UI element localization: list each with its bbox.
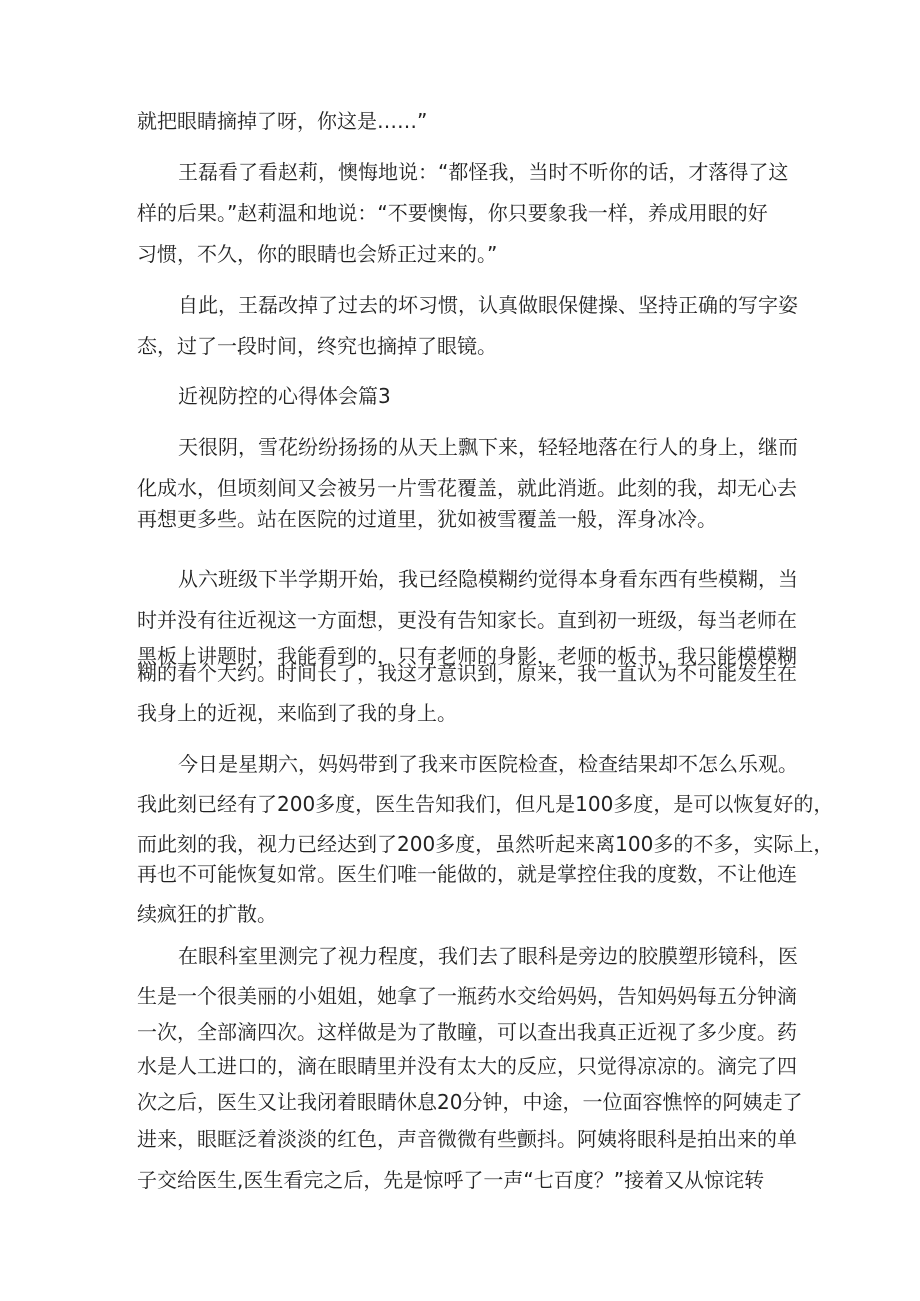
text-line: 续疯狂的扩散。: [137, 902, 277, 926]
text-line: 黑板上讲题时，我能看到的，只有老师的身影，老师的板书，我只能模模糊: [137, 644, 797, 668]
text-line: 次之后，医生又让我闭着眼睛休息20分钟，中途，一位面容憔悴的阿姨走了: [137, 1090, 803, 1114]
text-line: 今日是星期六，妈妈带到了我来市医院检查，检查结果却不怎么乐观。: [178, 752, 798, 776]
text-line: 生是一个很美丽的小姐姐，她拿了一瓶药水交给妈妈，告知妈妈每五分钟滴: [137, 984, 797, 1008]
section-heading: 近视防控的心得体会篇3: [178, 384, 391, 408]
text-line: 时并没有往近视这一方面想，更没有告知家长。直到初一班级，每当老师在: [137, 608, 797, 632]
text-line: 我此刻已经有了200多度，医生告知我们，但凡是100多度，是可以恢复好的，: [137, 792, 834, 816]
text-line: 我身上的近视，来临到了我的身上。: [137, 701, 457, 725]
text-line: 在眼科室里测完了视力程度，我们去了眼科是旁边的胶膜塑形镜科，医: [178, 944, 798, 968]
text-line: 王磊看了看赵莉，懊悔地说：“都怪我，当时不听你的话，才落得了这: [178, 160, 789, 184]
text-line: 天很阴，雪花纷纷扬扬的从天上飘下来，轻轻地落在行人的身上，继而: [178, 435, 798, 459]
text-line: 习惯，不久，你的眼睛也会矫正过来的。”: [137, 242, 498, 266]
text-line: 水是人工进口的，滴在眼睛里并没有太大的反应，只觉得凉凉的。滴完了四: [137, 1054, 797, 1078]
text-line: 化成水，但顷刻间又会被另一片雪花覆盖，就此消逝。此刻的我，却无心去: [137, 476, 797, 500]
text-line: 样的后果。”赵莉温和地说：“不要懊悔，你只要象我一样，养成用眼的好: [137, 201, 768, 225]
text-line: 而此刻的我，视力已经达到了200多度，虽然听起来离100多的不多，实际上，: [137, 832, 834, 856]
text-line: 进来，眼眶泛着淡淡的红色，声音微微有些颤抖。阿姨将眼科是拍出来的单: [137, 1127, 797, 1151]
text-line: 一次，全部滴四次。这样做是为了散瞳，可以查出我真正近视了多少度。药: [137, 1020, 797, 1044]
text-line: 子交给医生,医生看完之后，先是惊呼了一声“七百度？”接着又从惊诧转: [137, 1168, 765, 1192]
text-line: 态，过了一段时间，终究也摘掉了眼镜。: [137, 334, 497, 358]
text-line: 从六班级下半学期开始，我已经隐模糊约觉得本身看东西有些模糊，当: [178, 567, 798, 591]
text-line: 再也不可能恢复如常。医生们唯一能做的，就是掌控住我的度数，不让他连: [137, 862, 797, 886]
text-line: 再想更多些。站在医院的过道里，犹如被雪覆盖一般，浑身冰冷。: [137, 507, 717, 531]
text-line: 自此，王磊改掉了过去的坏习惯，认真做眼保健操、坚持正确的写字姿: [178, 293, 798, 317]
text-line: 就把眼睛摘掉了呀，你这是……”: [137, 109, 428, 133]
text-line: 糊的看个大约。时间长了，我这才意识到，原来，我一直认为不可能发生在: [137, 661, 797, 685]
